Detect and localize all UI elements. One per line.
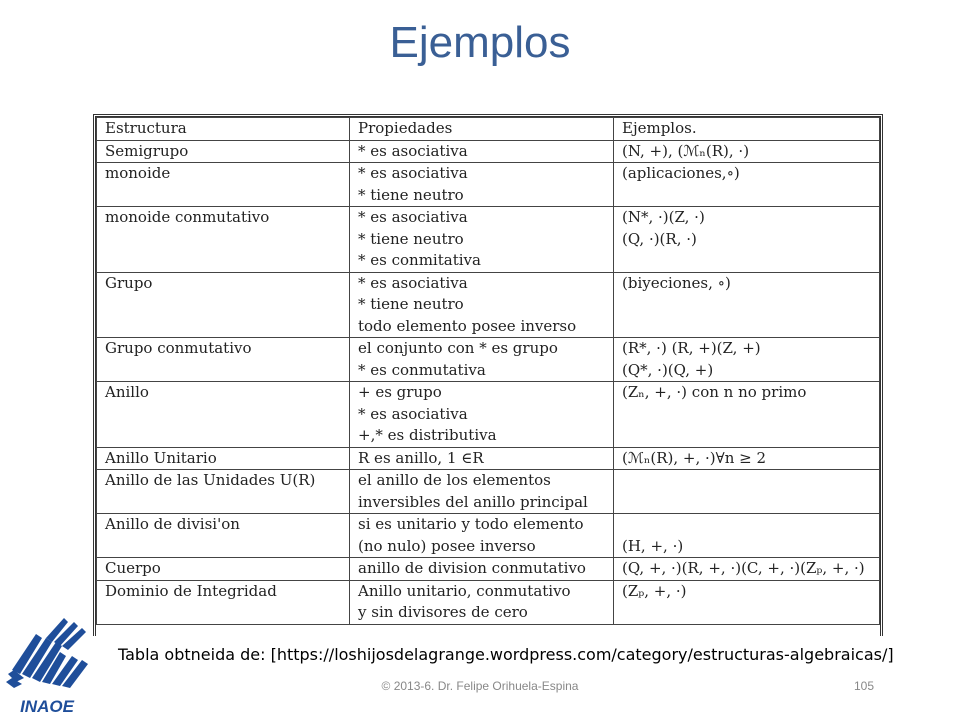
cell-line: (aplicaciones,∘) [622, 164, 740, 182]
algebraic-structures-table-frame [93, 114, 883, 636]
table-row [97, 272, 880, 338]
table-row [97, 382, 880, 448]
table-cell-properties [350, 207, 614, 273]
table-cell-examples [614, 558, 880, 581]
cell-line: * tiene neutro [358, 185, 464, 204]
table-cell-properties [350, 140, 614, 163]
table-cell-structure [97, 140, 350, 163]
cell-line: inversibles del anillo principal [358, 492, 588, 511]
cell-line: el anillo de los elementos [358, 471, 551, 489]
cell-line: Semigrupo [105, 141, 189, 160]
table-cell-structure [97, 163, 350, 207]
cell-line: el conjunto con * es grupo [358, 339, 558, 357]
cell-line: * es conmitativa [358, 251, 481, 269]
table-row [97, 140, 880, 163]
cell-line: si es unitario y todo elemento [358, 515, 584, 533]
table-row [97, 514, 880, 558]
cell-line: R es anillo, 1 ∈R [358, 448, 484, 467]
table-row [97, 338, 880, 382]
cell-line: todo elemento posee inverso [358, 316, 577, 335]
cell-line: (H, +, ·) [622, 536, 684, 555]
table-cell-examples [614, 140, 880, 163]
cell-line: (R*, ·) (R, +)(Z, +) [622, 339, 761, 357]
table-cell-structure [97, 382, 350, 448]
table-cell-structure [97, 580, 350, 624]
slide-title: Ejemplos [389, 18, 571, 67]
cell-line: (N*, ·)(Z, ·) [622, 208, 705, 226]
cell-line: Cuerpo [105, 559, 161, 577]
table-cell-examples [614, 580, 880, 624]
table-cell-examples [614, 382, 880, 448]
table-cell-examples [614, 338, 880, 382]
cell-line: anillo de division conmutativo [358, 559, 586, 577]
table-header-cell: Ejemplos. [614, 118, 880, 141]
table-row [97, 470, 880, 514]
cell-line: * es asociativa [358, 404, 468, 423]
table-cell-structure [97, 338, 350, 382]
cell-line: Anillo de divisi'on [105, 515, 240, 533]
cell-line: (Q*, ·)(Q, +) [622, 360, 714, 379]
table-cell-properties [350, 580, 614, 624]
table-cell-properties [350, 382, 614, 448]
table-row [97, 447, 880, 470]
table-row [97, 580, 880, 624]
table-cell-examples [614, 447, 880, 470]
table-header-cell: Propiedades [350, 118, 614, 141]
page-number: 105 [854, 679, 875, 693]
cell-line: (N, +), (ℳₙ(R), ·) [622, 141, 750, 160]
table-cell-examples [614, 163, 880, 207]
table-cell-examples [614, 272, 880, 338]
table-cell-structure [97, 447, 350, 470]
table-source-caption: Tabla obtneida de: [https://loshijosdelagrange.wordpress.com/category/estructuras-algebraicas/] [118, 645, 894, 664]
table-cell-structure [97, 514, 350, 558]
cell-line: * tiene neutro [358, 229, 464, 248]
algebraic-structures-table [96, 117, 880, 625]
footer-copyright: © 2013-6. Dr. Felipe Orihuela-Espina [381, 679, 579, 693]
cell-line: Anillo de las Unidades U(R) [105, 471, 316, 489]
table-cell-properties [350, 272, 614, 338]
table-cell-structure [97, 470, 350, 514]
cell-line: (Zₚ, +, ·) [622, 581, 687, 600]
table-cell-properties [350, 514, 614, 558]
cell-line: (Q, ·)(R, ·) [622, 229, 697, 248]
cell-line: Anillo Unitario [105, 448, 217, 467]
table-row [97, 207, 880, 273]
cell-line: * es conmutativa [358, 360, 486, 379]
cell-line: * es asociativa [358, 164, 468, 182]
table-cell-examples [614, 470, 880, 514]
cell-line: + es grupo [358, 383, 442, 401]
table-cell-structure [97, 272, 350, 338]
table-cell-properties [350, 338, 614, 382]
table-cell-structure [97, 558, 350, 581]
cell-line: * es asociativa [358, 208, 468, 226]
cell-line: Anillo unitario, conmutativo [358, 581, 571, 600]
cell-line: (no nulo) posee inverso [358, 536, 536, 555]
cell-line: (ℳₙ(R), +, ·)∀n ≥ 2 [622, 448, 767, 467]
cell-line: Grupo conmutativo [105, 339, 252, 357]
table-row [97, 163, 880, 207]
cell-line: Anillo [105, 383, 149, 401]
table-cell-properties [350, 447, 614, 470]
cell-line: Grupo [105, 273, 153, 292]
table-header-cell: Estructura [97, 118, 350, 141]
inaoe-logo [2, 612, 92, 718]
cell-line: y sin divisores de cero [358, 603, 528, 621]
table-cell-structure [97, 207, 350, 273]
cell-line: +,* es distributiva [358, 426, 497, 444]
table-header-row [97, 118, 880, 141]
cell-line: (Q, +, ·)(R, +, ·)(C, +, ·)(Zₚ, +, ·) [622, 559, 865, 577]
table-cell-examples [614, 514, 880, 558]
cell-line: (Zₙ, +, ·) con n no primo [622, 383, 807, 401]
table-cell-properties [350, 558, 614, 581]
cell-line: monoide conmutativo [105, 208, 270, 226]
table-cell-properties [350, 470, 614, 514]
table-row [97, 558, 880, 581]
table-cell-examples [614, 207, 880, 273]
cell-line [622, 514, 871, 536]
cell-line: * es asociativa [358, 273, 468, 292]
cell-line: Dominio de Integridad [105, 581, 277, 600]
cell-line: * es asociativa [358, 141, 468, 160]
cell-line: monoide [105, 164, 171, 182]
cell-line: * tiene neutro [358, 295, 464, 313]
table-cell-properties [350, 163, 614, 207]
cell-line: (biyeciones, ∘) [622, 273, 731, 292]
logo-wordmark: INAOE [20, 697, 74, 716]
